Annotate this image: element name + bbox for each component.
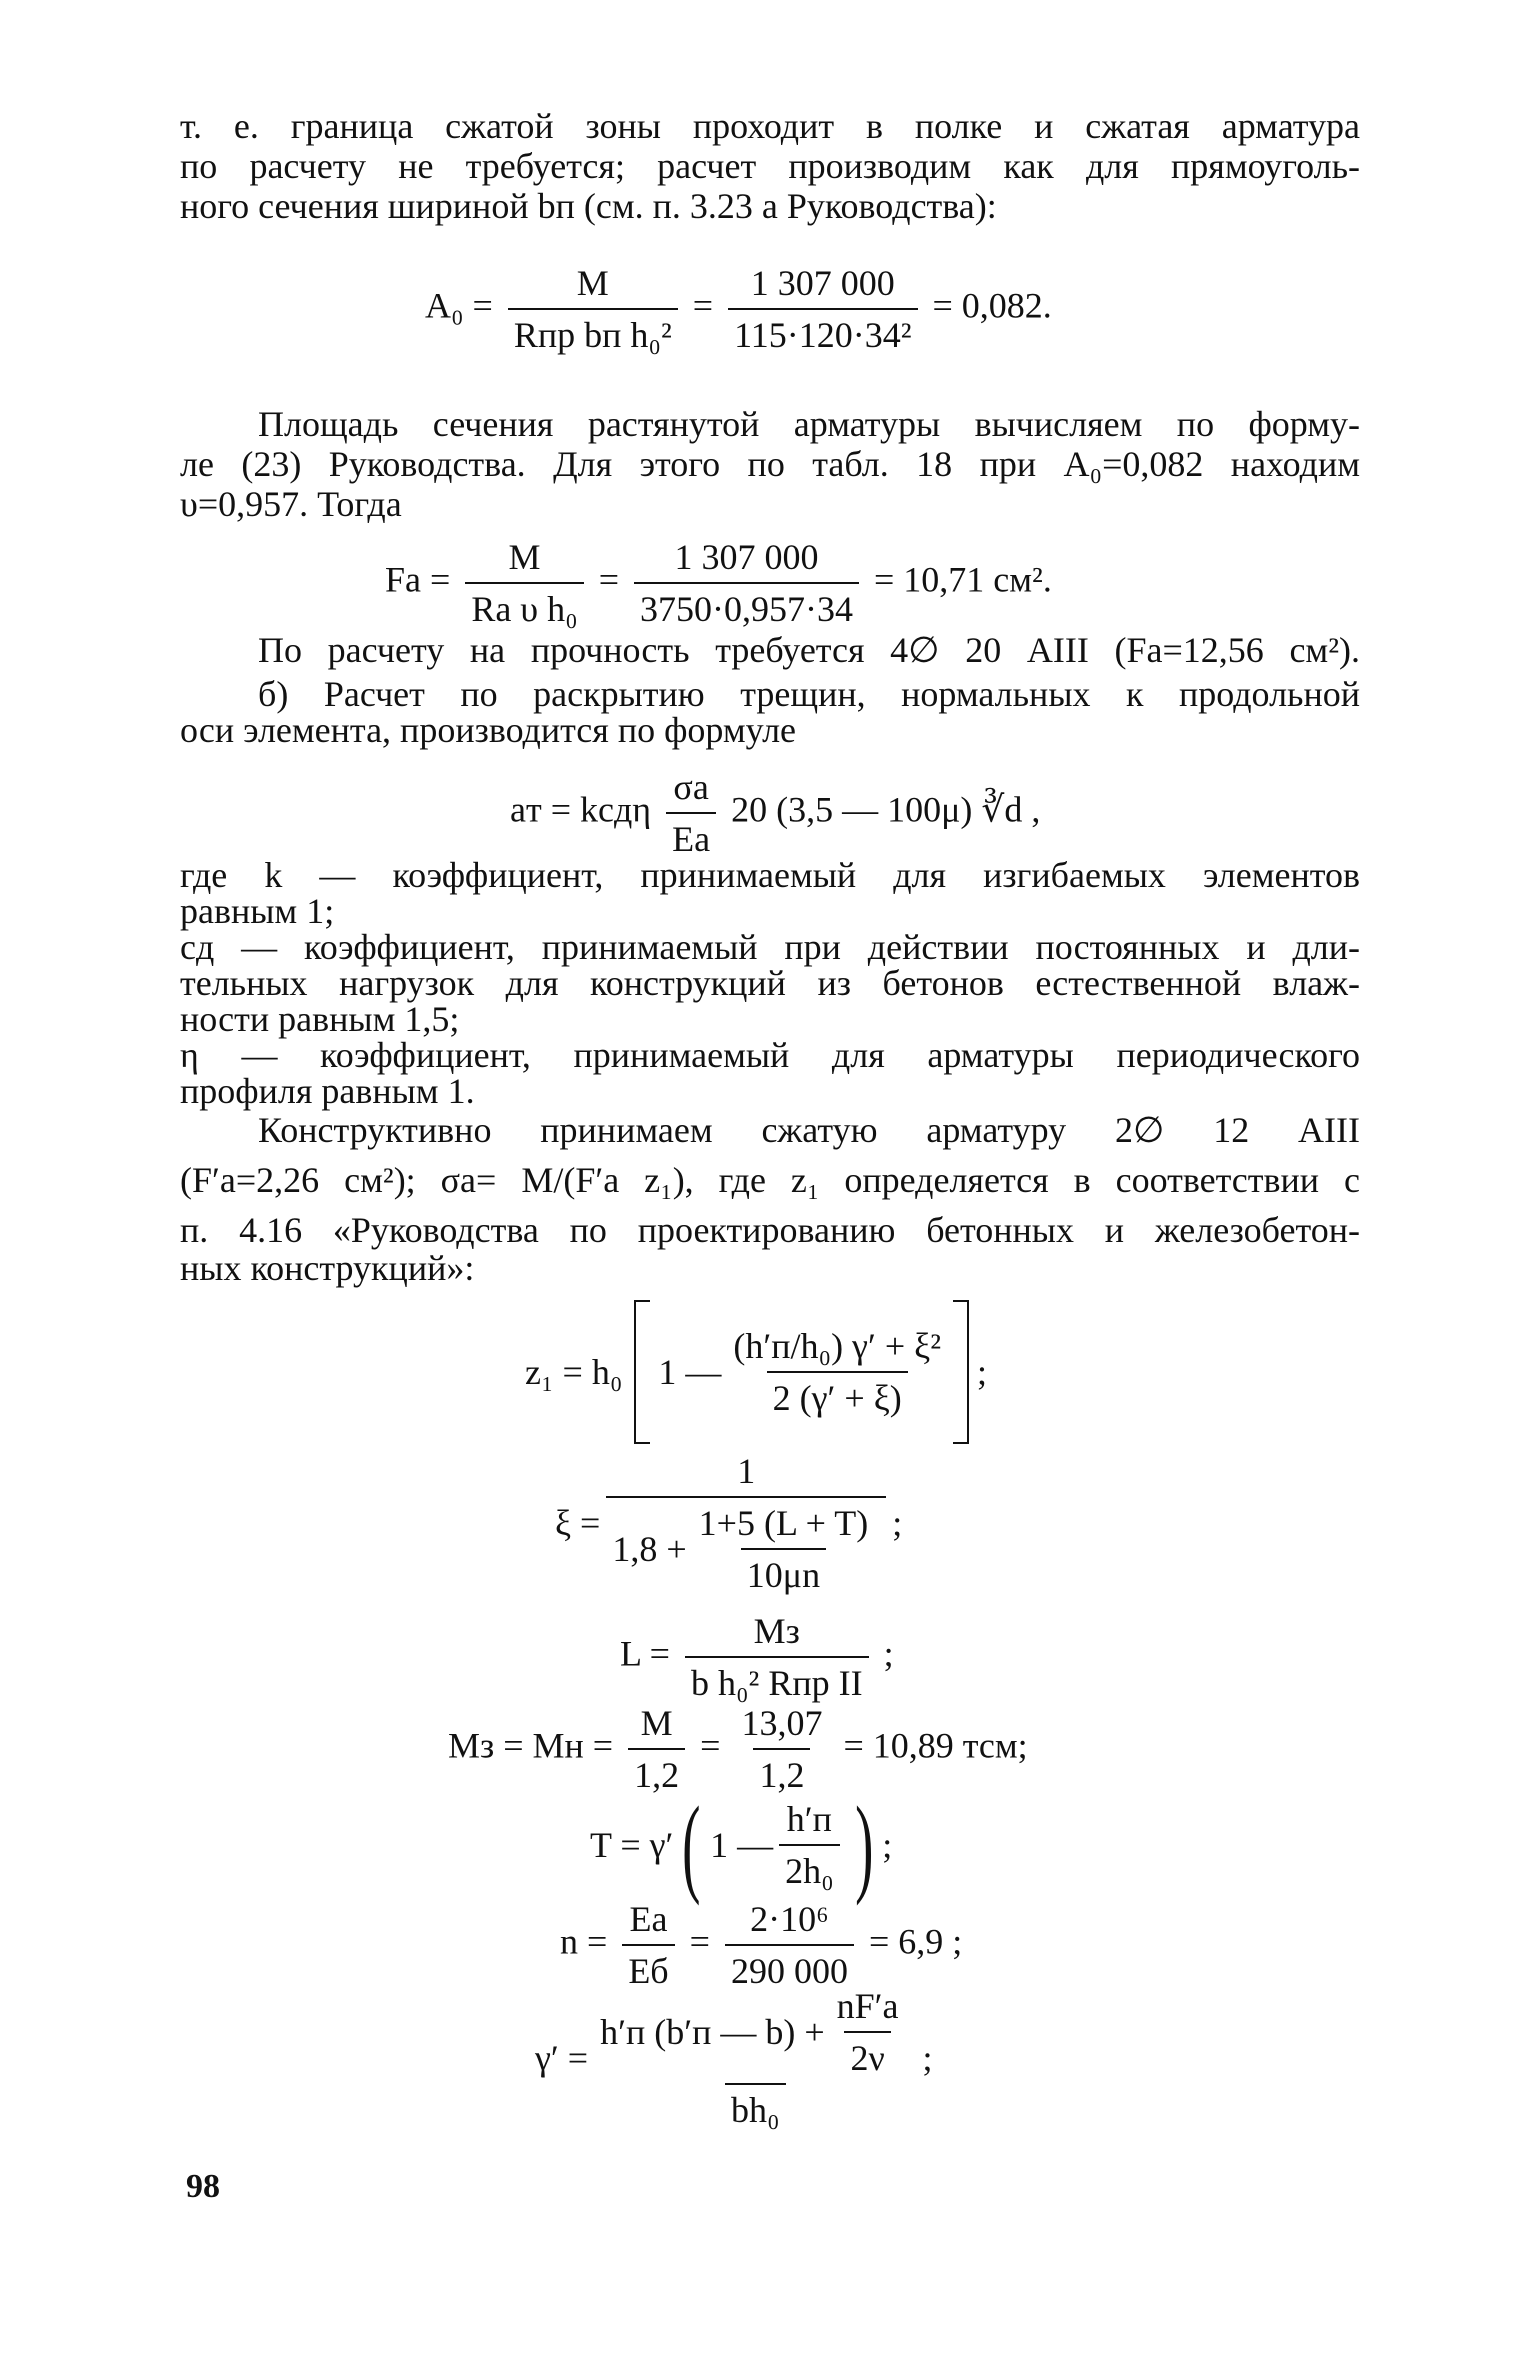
formula-z1	[525, 1300, 987, 1444]
right-paren: )	[854, 1784, 874, 1906]
numerator: 1	[737, 1451, 756, 1491]
text-line: υ=0,957. Тогда	[180, 484, 402, 524]
formula-lhs: Fа =	[385, 559, 451, 600]
text-line: б) Расчет по раскрытию трещин, нормальных к продольной	[258, 674, 1360, 714]
denominator: 115·120·34²	[728, 308, 917, 356]
text-line: тельных нагрузок для конструкций из бетонов естественной влаж-	[180, 963, 1360, 1003]
fraction	[628, 1702, 685, 1796]
text-line: η — коэффициент, принимаемый для арматуры периодического	[180, 1035, 1360, 1075]
left-paren: (	[682, 1784, 701, 1906]
formula-lhs: aт = kcдη	[510, 789, 652, 830]
formula-n	[560, 1898, 962, 1992]
formula-xi	[555, 1450, 902, 1596]
formula-t	[590, 1784, 893, 1906]
denominator: 2ν	[844, 2031, 890, 2079]
numerator: Mз	[753, 1611, 800, 1651]
numerator: M	[640, 1703, 673, 1743]
text-line: Площадь сечения растянутой арматуры вычисляем по форму-	[258, 404, 1360, 444]
numerator: nF′а	[836, 1986, 899, 2026]
denominator: Rпр bп h₀²	[508, 308, 678, 356]
text-line: cд — коэффициент, принимаемый при действии постоянных и дли-	[180, 927, 1360, 967]
text-line: ности равным 1,5;	[180, 999, 460, 1039]
numerator	[594, 1985, 916, 2083]
fraction	[685, 1610, 869, 1704]
fraction	[831, 1985, 905, 2079]
formula-lhs: n =	[560, 1921, 608, 1962]
fraction	[634, 536, 859, 630]
numerator: 1 307 000	[674, 537, 819, 577]
fraction	[727, 1325, 947, 1419]
text-line: ных конструкций»:	[180, 1248, 475, 1288]
formula-result: = 6,9 ;	[868, 1921, 963, 1962]
text-line: оси элемента, производится по формуле	[180, 710, 797, 750]
text-line: равным 1;	[180, 891, 335, 931]
fraction	[606, 1450, 886, 1596]
formula-lhs: ξ =	[555, 1503, 601, 1543]
numerator: Eа	[629, 1899, 668, 1939]
equals-sign: =	[598, 559, 619, 600]
fraction	[725, 1898, 854, 1992]
formula-gamma	[535, 1985, 933, 2131]
equals-sign: =	[689, 1921, 710, 1962]
numerator: 13,07	[741, 1703, 823, 1743]
formula-a0	[425, 262, 1052, 356]
formula-rest: 20 (3,5 — 100μ) ∛d ,	[731, 789, 1041, 830]
formula-at	[510, 766, 1040, 860]
formula-end: ;	[882, 1825, 893, 1865]
denominator: 10μn	[741, 1548, 826, 1596]
text-line: по расчету не требуется; расчет производим как для прямоуголь-	[180, 146, 1360, 186]
denominator: 3750·0,957·34	[634, 582, 859, 630]
right-bracket	[953, 1300, 969, 1444]
numerator: 1 307 000	[750, 263, 895, 303]
numerator: M	[508, 537, 541, 577]
fraction	[735, 1702, 828, 1796]
left-bracket	[634, 1300, 650, 1444]
denominator: 1,2	[753, 1748, 810, 1796]
denominator: Rа υ h₀	[465, 582, 583, 630]
denominator: 1,2	[628, 1748, 685, 1796]
numerator: σа	[673, 767, 709, 807]
formula-lhs: L =	[620, 1633, 670, 1674]
fraction	[666, 766, 716, 860]
equals-sign: =	[700, 1725, 721, 1766]
fraction	[622, 1898, 674, 1992]
formula-end: ;	[922, 2038, 933, 2078]
formula-result: = 10,71 см².	[873, 559, 1052, 600]
denominator: bh₀	[725, 2083, 786, 2131]
formula-lhs: γ′ =	[535, 2038, 589, 2078]
text-line: (F′а=2,26 см²); σа= M/(F′а z₁), где z₁ определяется в соответствии с	[180, 1160, 1360, 1200]
formula-end: ;	[977, 1352, 988, 1392]
formula-lhs: z₁ = h₀	[525, 1352, 623, 1392]
formula-lhs: A₀ =	[425, 285, 493, 326]
denominator: Eа	[666, 812, 716, 860]
text-line: профиля равным 1.	[180, 1071, 475, 1111]
text-line: По расчету на прочность требуется 4∅ 20 AIII (Fа=12,56 см²).	[258, 630, 1360, 670]
formula-lhs: Mз = Mн =	[448, 1725, 614, 1766]
numerator: 2·10⁶	[750, 1899, 829, 1939]
numerator: M	[576, 263, 609, 303]
fraction	[465, 536, 583, 630]
formula-lhs: T = γ′	[590, 1825, 674, 1865]
text-line: где k — коэффициент, принимаемый для изгибаемых элементов	[180, 855, 1360, 895]
text-line: п. 4.16 «Руководства по проектированию бетонных и железобетон-	[180, 1210, 1360, 1250]
fraction	[693, 1502, 875, 1596]
text-line: ного сечения шириной bп (см. п. 3.23 а Руководства):	[180, 186, 997, 226]
fraction	[594, 1985, 916, 2131]
formula-term: 1 —	[710, 1825, 774, 1865]
formula-end: ;	[883, 1633, 894, 1674]
fraction	[779, 1798, 840, 1892]
fraction	[728, 262, 917, 356]
numerator: 1+5 (L + T)	[698, 1503, 869, 1543]
denominator: 290 000	[725, 1944, 854, 1992]
denominator: Eб	[622, 1944, 674, 1992]
denominator: 2 (γ′ + ξ)	[767, 1371, 908, 1419]
text-line: ле (23) Руководства. Для этого по табл. 18 при A₀=0,082 находим	[180, 444, 1360, 484]
formula-term: 1 —	[658, 1352, 722, 1392]
text-line: т. е. граница сжатой зоны проходит в полке и сжатая арматура	[180, 106, 1360, 146]
formula-result: = 10,89 тсм;	[843, 1725, 1028, 1766]
formula-l	[620, 1610, 894, 1704]
denominator: 2h₀	[779, 1844, 840, 1892]
denominator	[606, 1496, 886, 1596]
formula-term: 1,8 +	[612, 1529, 687, 1569]
formula-m3	[448, 1702, 1028, 1796]
page-number: 98	[186, 2168, 220, 2205]
fraction	[508, 262, 678, 356]
formula-result: = 0,082.	[932, 285, 1052, 326]
text-line: Конструктивно принимаем сжатую арматуру 2∅ 12 AIII	[258, 1110, 1360, 1150]
denominator: b h₀² Rпр II	[685, 1656, 869, 1704]
formula-fa	[385, 536, 1052, 630]
formula-term: h′п (b′п — b) +	[600, 2012, 825, 2052]
numerator: h′п	[786, 1799, 832, 1839]
numerator: (h′п/h₀) γ′ + ξ²	[733, 1326, 941, 1366]
equals-sign: =	[692, 285, 714, 326]
formula-end: ;	[892, 1503, 903, 1543]
